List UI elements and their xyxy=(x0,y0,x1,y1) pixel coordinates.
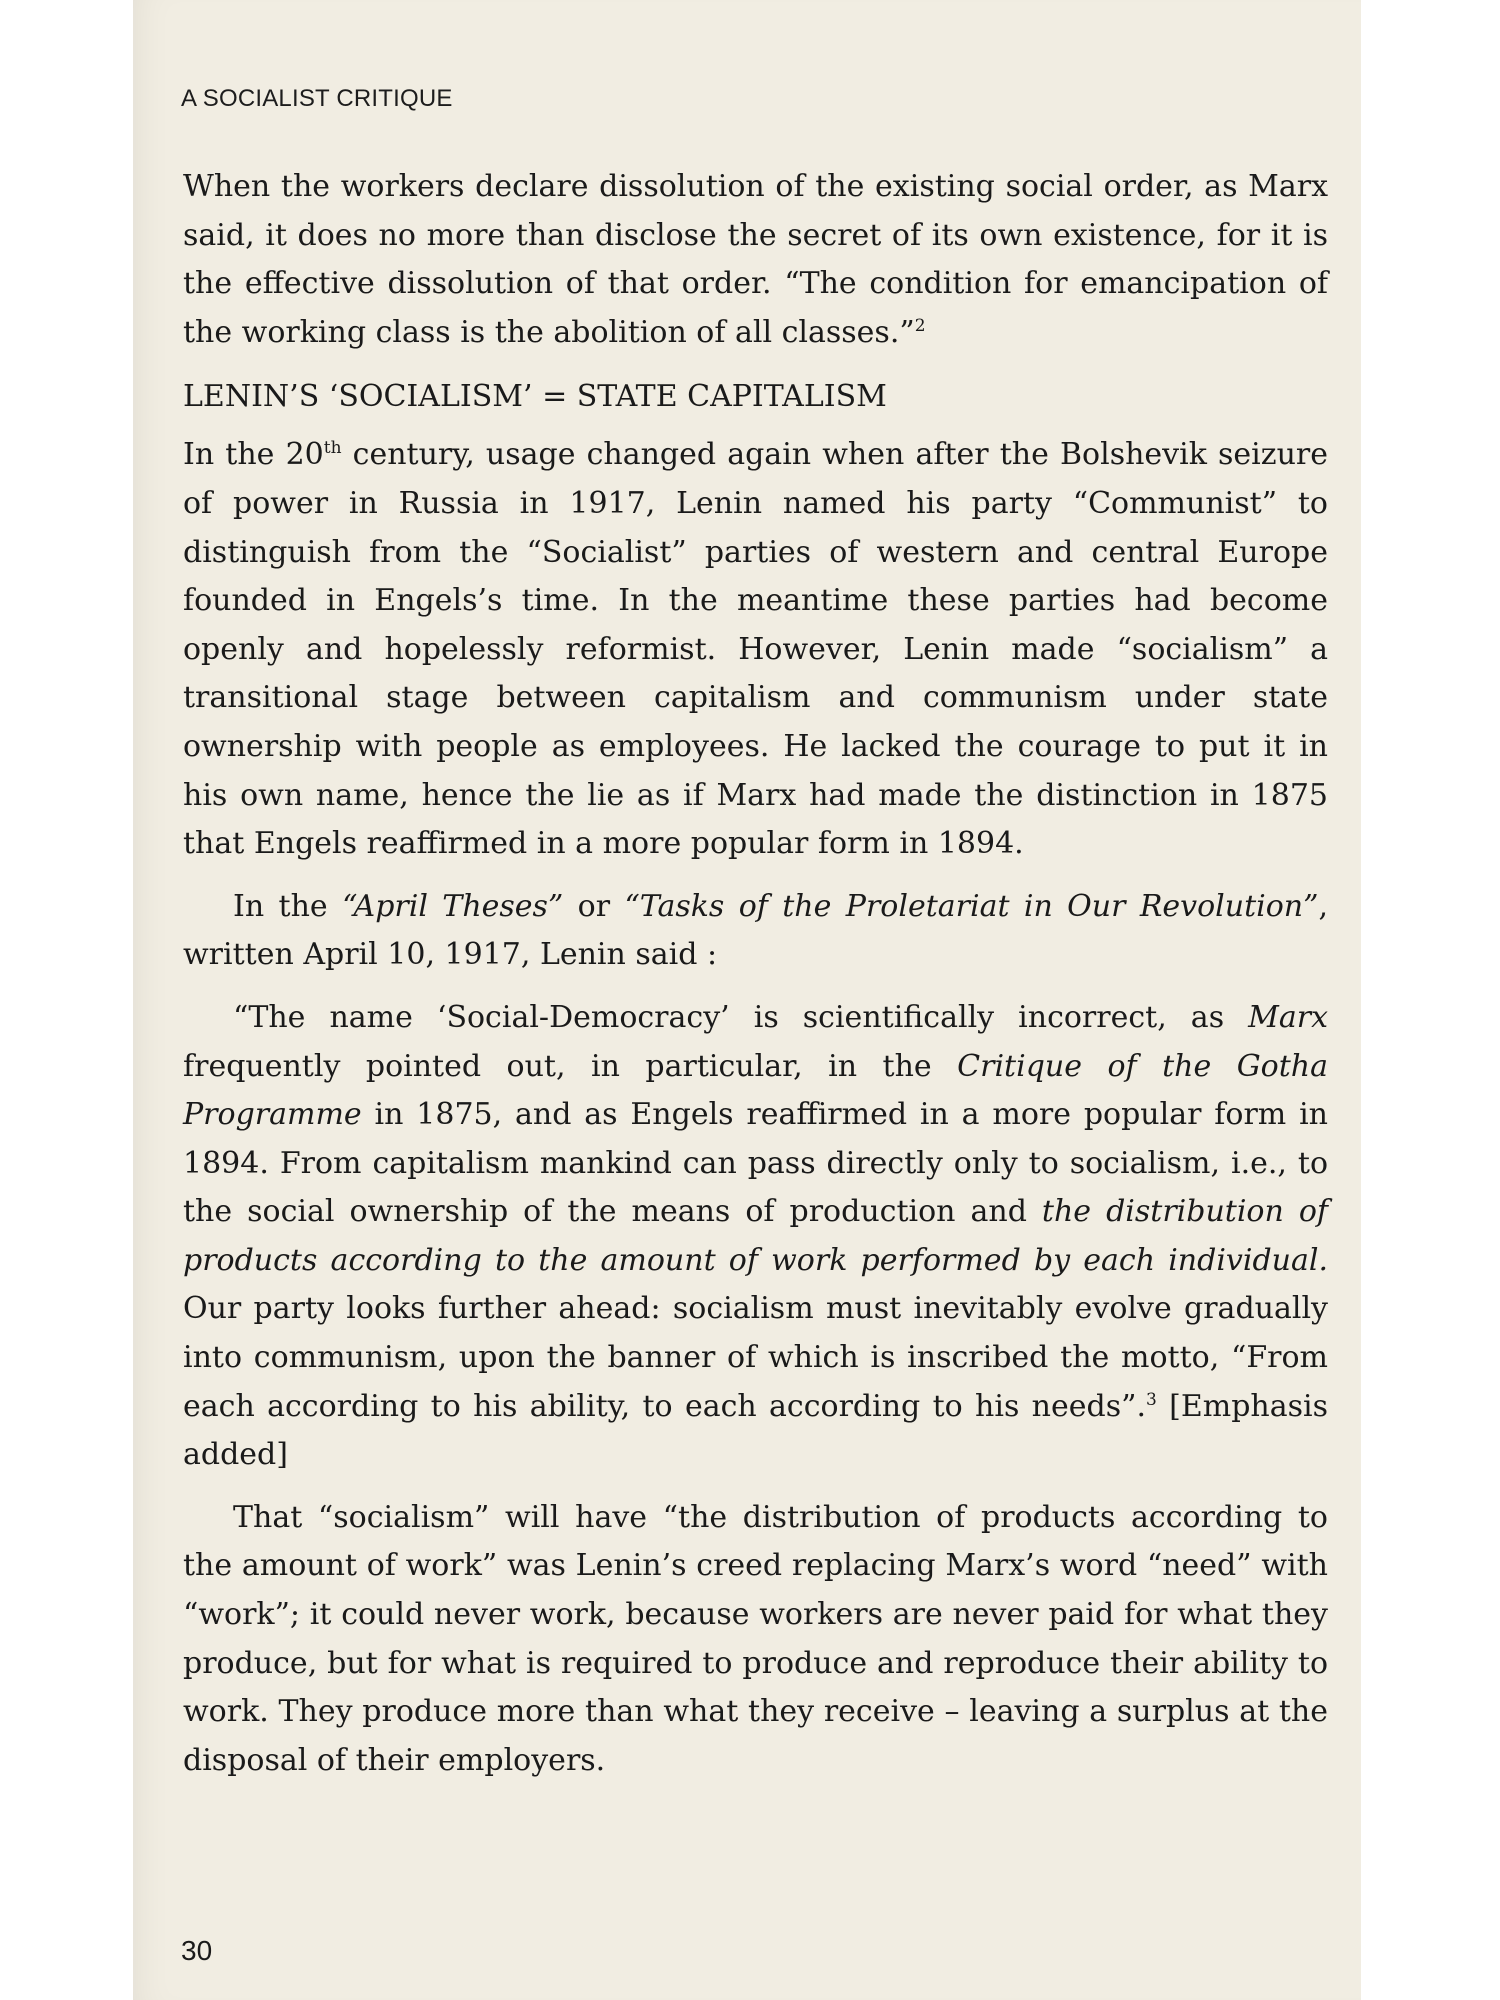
ordinal-superscript: th xyxy=(323,438,342,459)
paragraph-lenin-creed: That “socialism” will have “the distribution of products according to the amount of work” was Lenin’s creed replacing Marx’s word “need” with “work”; it could never work, because workers are never paid for what they produce, but for what is required to produce and reproduce their ability to work. They produce more than what they receive – leaving a surplus at the disposal of their employers. xyxy=(183,1499,1328,1778)
section-heading: LENIN’S ‘SOCIALISM’ = STATE CAPITALISM xyxy=(183,379,887,415)
book-page xyxy=(133,0,1361,2000)
emphasized-passage: the distribution of products according to the amount of work performed by each individual. xyxy=(183,1194,1328,1278)
running-head: A SOCIALIST CRITIQUE xyxy=(181,85,453,112)
paragraph-usage-changed: In the 20th century, usage changed again when after the Bolshevik seizure of power in Russia in 1917, Lenin named his party “Communist” to distinguish from the “Socialist” parties of western and central Europe founded in Engels’s time. In the meantime these parties had become openly and hopelessly reformist. However, Lenin made “socialism” a transitional stage between capitalism and communism under state ownership with people as employees. He lacked the courage to put it in his own name, hence the lie as if Marx had made the distinction in 1875 that Engels reaffirmed in a more popular form in 1894. xyxy=(183,437,1328,862)
footnote-marker: 2 xyxy=(914,315,926,336)
lenin-quote: “The name ‘Social-Democracy’ is scientifically incorrect, as Marx frequently pointed out, in particular, in the Critique of the Gotha Programme in 1875, and as Engels reaffirmed in a more popular form in 1894. From capitalism mankind can pass directly only to socialism, i.e., to the social ownership of the means of production and the distribution of products according to the amount of work performed by each individual. Our party looks further ahead: socialism must inevitably evolve gradually into communism, upon the banner of which is inscribed the motto, “From each according to his ability, to each according to his needs”.$^3$ [Emphasis added] xyxy=(183,999,1328,1473)
paragraph-april-theses: In the “April Theses” or “Tasks of the Proletariat in Our Revolution”, written April 10, 1917, Lenin said : xyxy=(183,888,1329,973)
body-text xyxy=(183,163,1328,1785)
title-gotha-critique: Critique of the Gotha Programme xyxy=(183,1048,1328,1133)
page-number: 30 xyxy=(181,1935,213,1966)
paragraph-dissolution: When the workers declare dissolution of the existing social order, as Marx said, it does no more than disclose the secret of its own existence, for it is the effective dissolution of that order. “The condition for emancipation of the working class is the abolition of all classes.”$^2$ xyxy=(183,169,1328,350)
title-tasks-proletariat: “Tasks of the Proletariat in Our Revolution” xyxy=(624,888,1319,924)
footnote-marker: 3 xyxy=(1145,1389,1157,1410)
title-april-theses: “April Theses” xyxy=(342,888,564,924)
